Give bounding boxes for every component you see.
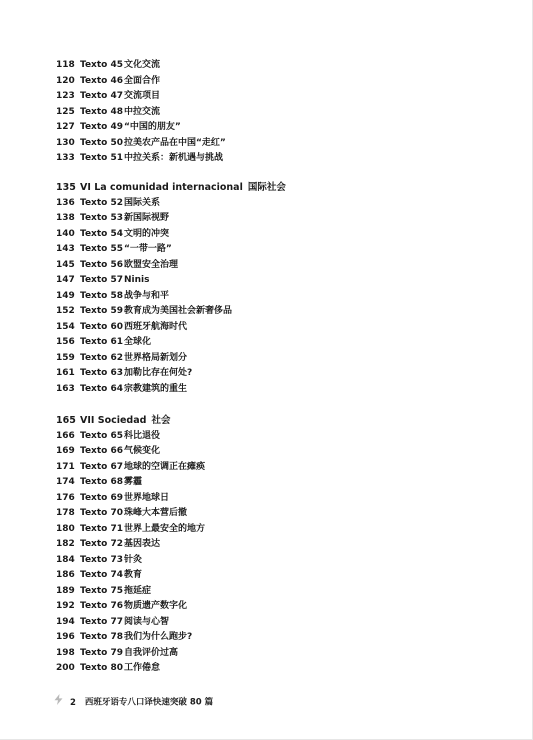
toc-page-number: 135 (56, 182, 76, 193)
toc-text-label: Texto 74 (80, 570, 123, 580)
toc-entry (56, 630, 192, 645)
toc-entry-title: 中拉关系：新机遇与挑战 (124, 153, 224, 163)
toc-text-label: Texto 46 (80, 75, 123, 86)
toc-entry-title: 科比退役 (124, 430, 161, 441)
toc-entry (56, 537, 160, 552)
toc-entry-title: 教育成为美国社会新奢侈品 (124, 306, 233, 316)
toc-entry-title: 中拉交流 (124, 106, 161, 117)
toc-entry-title: 交流项目 (124, 91, 161, 101)
toc-entry-title: 拉美农产品在中国“走红” (124, 137, 226, 148)
toc-text-label: Texto 70 (80, 508, 123, 518)
toc-entry (56, 661, 160, 676)
footer-book-title: 西班牙语专八口译快速突破 80 篇 (84, 697, 214, 708)
toc-page-number: 127 (56, 122, 75, 132)
toc-text-label: Texto 77 (80, 616, 123, 627)
toc-text-label: Texto 75 (80, 585, 123, 596)
toc-page-number: 178 (56, 508, 75, 518)
toc-entry (56, 382, 187, 397)
toc-text-label: Texto 79 (80, 647, 123, 658)
toc-page-number: 174 (56, 477, 75, 487)
toc-entry-title: 珠峰大本营后撤 (124, 508, 188, 518)
toc-text-label: Texto 67 (80, 461, 123, 472)
toc-page-number: 147 (56, 275, 75, 285)
toc-section-heading (56, 180, 286, 195)
toc-entry (56, 211, 169, 226)
toc-entry-title: 加勒比存在何处? (124, 368, 193, 378)
toc-page-number: 140 (56, 228, 75, 239)
toc-text-label: Texto 48 (80, 106, 123, 117)
toc-entry-title: Ninis (124, 275, 150, 285)
toc-entry-title: 欧盟安全治理 (124, 259, 179, 270)
toc-page-number: 118 (56, 60, 75, 70)
toc-entry (56, 242, 172, 257)
toc-entry (56, 74, 160, 89)
toc-text-label: Texto 72 (80, 539, 123, 549)
toc-entry (56, 568, 142, 583)
toc-entry (56, 553, 142, 568)
toc-page-number: 186 (56, 570, 75, 580)
toc-entry (56, 335, 151, 350)
toc-section-label: VII Sociedad (80, 415, 147, 426)
toc-entry-title: 物质遗产数字化 (124, 601, 188, 611)
toc-text-label: Texto 49 (80, 122, 123, 132)
toc-page-number: 192 (56, 601, 75, 611)
toc-section-label: VI La comunidad internacional (80, 182, 243, 193)
toc-entry (56, 304, 232, 319)
toc-entry-title: “中国的朋友” (124, 122, 181, 132)
toc-page-number: 200 (56, 663, 75, 673)
toc-entry-title: 工作倦怠 (124, 663, 161, 673)
toc-entry (56, 227, 169, 242)
toc-page-number: 180 (56, 523, 75, 534)
toc-entry-title: 全球化 (124, 337, 152, 347)
toc-page-number: 165 (56, 415, 76, 426)
toc-section-heading (56, 413, 170, 428)
toc-entry-title: 基因表达 (124, 539, 161, 549)
toc-entry (56, 105, 160, 120)
toc-text-label: Texto 73 (80, 554, 123, 565)
toc-page-number: 123 (56, 91, 75, 101)
toc-entry (56, 351, 187, 366)
toc-page-number: 120 (56, 75, 75, 86)
toc-entry-title: 阅读与心智 (124, 616, 170, 627)
toc-page-number: 196 (56, 632, 75, 642)
toc-page-number: 198 (56, 647, 75, 658)
toc-page-number: 154 (56, 321, 75, 332)
toc-entry (56, 120, 181, 135)
toc-text-label: Texto 78 (80, 632, 123, 642)
toc-text-label: Texto 58 (80, 290, 123, 301)
toc-entry (56, 444, 160, 459)
toc-page-number: 143 (56, 244, 75, 254)
toc-page-number: 194 (56, 616, 75, 627)
toc-text-label: Texto 47 (80, 91, 123, 101)
toc-page-number: 189 (56, 585, 75, 596)
toc-entry-title: 世界地球日 (124, 492, 170, 503)
toc-entry (56, 522, 205, 537)
toc-entry (56, 258, 178, 273)
toc-entry (56, 584, 151, 599)
toc-entry-title: 新国际视野 (124, 213, 170, 223)
toc-entry-title: 世界格局新划分 (124, 352, 188, 363)
footer-page-number: 2 (69, 697, 76, 708)
toc-page-number: 182 (56, 539, 75, 549)
toc-page-number: 152 (56, 306, 75, 316)
toc-text-label: Texto 59 (80, 306, 123, 316)
toc-entry-title: 文化交流 (124, 60, 161, 70)
page-footer (54, 694, 213, 708)
toc-text-label: Texto 53 (80, 213, 123, 223)
toc-entry-title: 战争与和平 (124, 290, 170, 301)
toc-text-label: Texto 60 (80, 321, 123, 332)
toc-entry (56, 460, 205, 475)
toc-text-label: Texto 62 (80, 352, 123, 363)
toc-page-number: 156 (56, 337, 75, 347)
toc-entry-title: 西班牙航海时代 (124, 321, 188, 332)
toc-entry-title: 自我评价过高 (124, 647, 179, 658)
toc-text-label: Texto 51 (80, 153, 123, 163)
toc-entry-title: 文明的冲突 (124, 228, 170, 239)
toc-text-label: Texto 54 (80, 228, 123, 239)
toc-entry-title: “一带一路” (124, 244, 172, 254)
toc-text-label: Texto 50 (80, 137, 123, 148)
toc-page-number: 163 (56, 383, 75, 394)
toc-page-number: 176 (56, 492, 75, 503)
toc-page-number: 133 (56, 153, 75, 163)
toc-page-number: 159 (56, 352, 75, 363)
toc-page-number: 130 (56, 137, 75, 148)
toc-text-label: Texto 76 (80, 601, 123, 611)
toc-entry (56, 475, 142, 490)
toc-text-label: Texto 63 (80, 368, 123, 378)
toc-entry-title: 针灸 (124, 554, 143, 565)
toc-text-label: Texto 56 (80, 259, 123, 270)
toc-entry-title: 世界上最安全的地方 (124, 523, 206, 534)
toc-text-label: Texto 61 (80, 337, 123, 347)
toc-text-label: Texto 66 (80, 446, 123, 456)
toc-page-number: 138 (56, 213, 75, 223)
toc-entry-title: 气候变化 (124, 446, 161, 456)
toc-entry (56, 491, 169, 506)
toc-page-number: 149 (56, 290, 75, 301)
toc-entry (56, 151, 223, 166)
toc-text-label: Texto 55 (80, 244, 123, 254)
toc-entry-title: 我们为什么跑步? (124, 632, 193, 642)
toc-text-label: Texto 80 (80, 663, 123, 673)
toc-text-label: Texto 45 (80, 60, 123, 70)
toc-entry (56, 646, 178, 661)
toc-section-title: 社会 (151, 415, 171, 426)
toc-entry-title: 雾霾 (124, 477, 143, 487)
toc-entry (56, 320, 187, 335)
toc-entry (56, 289, 169, 304)
toc-entry (56, 136, 226, 151)
toc-entry (56, 429, 160, 444)
toc-entry-title: 宗教建筑的重生 (124, 383, 188, 394)
toc-entry (56, 599, 187, 614)
toc-page-number: 171 (56, 461, 75, 472)
toc-section-title: 国际社会 (247, 182, 286, 193)
toc-entry (56, 615, 169, 630)
toc-page-number: 136 (56, 197, 75, 208)
toc-text-label: Texto 69 (80, 492, 123, 503)
toc-entry (56, 506, 187, 521)
toc-entry-title: 国际关系 (124, 197, 161, 208)
toc-text-label: Texto 71 (80, 523, 123, 534)
toc-entry (56, 273, 149, 288)
toc-entry (56, 196, 160, 211)
toc-page-number: 184 (56, 554, 75, 565)
toc-text-label: Texto 65 (80, 430, 123, 441)
lightning-bolt-icon (54, 694, 63, 710)
toc-text-label: Texto 52 (80, 197, 123, 208)
toc-entry-title: 地球的空调正在瘫痪 (124, 461, 206, 472)
toc-entry-title: 拖延症 (124, 585, 152, 596)
toc-text-label: Texto 57 (80, 275, 123, 285)
toc-entry (56, 366, 192, 381)
toc-page-number: 169 (56, 446, 75, 456)
toc-entry (56, 58, 160, 73)
toc-entry-title: 全面合作 (124, 75, 161, 86)
toc-text-label: Texto 64 (80, 383, 123, 394)
toc-page-number: 145 (56, 259, 75, 270)
toc-page-number: 125 (56, 106, 75, 117)
toc-page-number: 166 (56, 430, 75, 441)
toc-page-number: 161 (56, 368, 75, 378)
toc-entry-title: 教育 (124, 570, 143, 580)
toc-entry (56, 89, 160, 104)
toc-text-label: Texto 68 (80, 477, 123, 487)
